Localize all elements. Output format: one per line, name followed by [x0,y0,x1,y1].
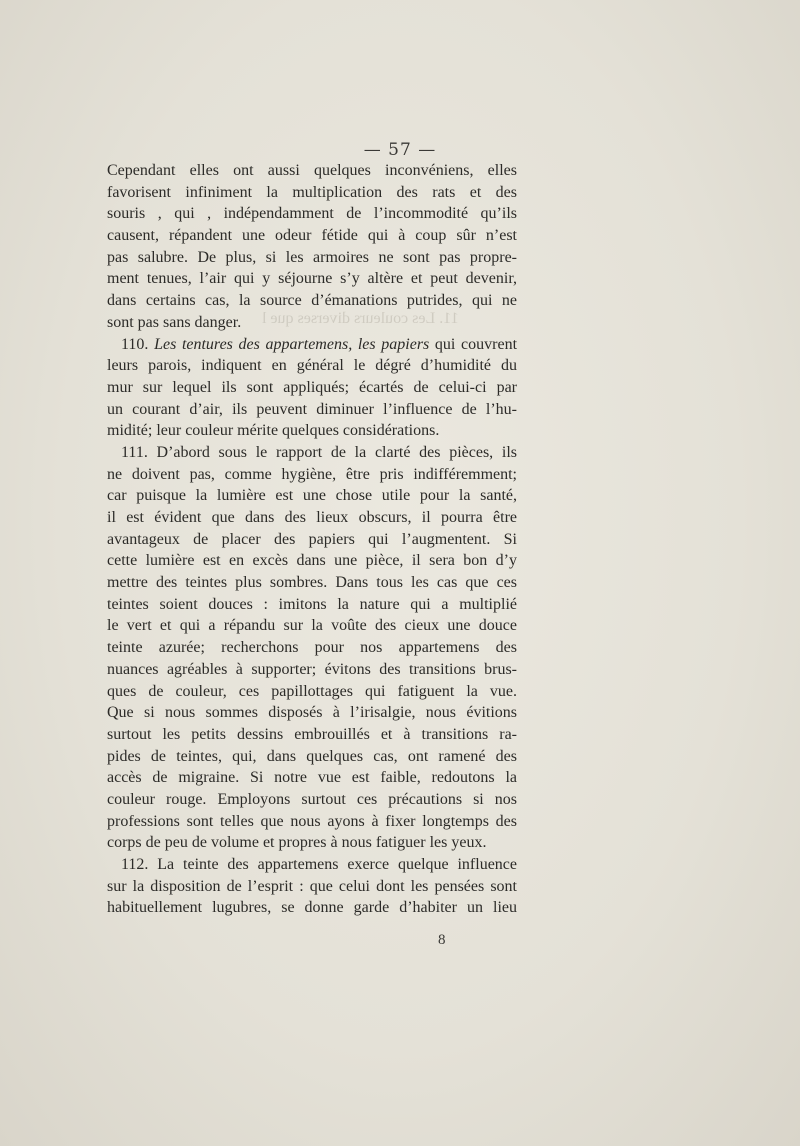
text-line: leurs parois, indiquent en général le dégré d’humidité du [107,357,517,375]
text-line: sont pas sans danger. [107,313,242,331]
text-line: nuances agréables à supporter; évitons des transitions brus- [107,660,517,678]
line-text: qui couvrent [429,335,518,353]
text-line: accès de migraine. Si notre vue est faible, redoutons la [107,769,517,787]
text-line: mettre des teintes plus sombres. Dans tous les cas que ces [107,574,517,592]
text-line [107,442,517,464]
text-line: cette lumière est en excès dans une pièce, il sera bon d’y [107,552,517,570]
text-line: sur la disposition de l’esprit : que celui dont les pensées sont [107,877,517,895]
text-line: surtout les petits dessins embrouillés et à transitions ra- [107,725,517,743]
text-line: ques de couleur, ces papillottages qui fatiguent la vue. [107,682,517,700]
text-line: un courant d’air, ils peuvent diminuer l’influence de l’hu- [107,400,517,418]
paragraph-number: 112. [121,856,149,873]
text-line: couleur rouge. Employons surtout ces précautions si nos [107,790,517,808]
text-line: corps de peu de volume et propres à nous fatiguer les yeux. [107,834,487,852]
text-line: car puisque la lumière est une chose utile pour la santé, [107,487,517,505]
line-text: D’abord sous le rapport de la clarté des pièces, ils [156,443,518,461]
text-line: il est évident que dans des lieux obscurs, il pourra être [107,509,517,526]
text-line: avantageux de placer des papiers qui l’augmentent. Si [107,530,517,548]
text-line: ment tenues, l’air qui y séjourne s’y altère et peut devenir, [107,270,517,288]
line-text: La teinte des appartemens exerce quelque influence [157,856,518,873]
text-line: causent, répandent une odeur fétide qui à coup sûr n’est [107,227,517,245]
text-line: teinte azurée; recherchons pour nos appartemens des [107,639,517,657]
text-line: pides de teintes, qui, dans quelques cas, ont ramené des [107,747,517,765]
text-line: le vert et qui a répandu sur la voûte des cieux une douce [107,617,517,635]
text-line: dans certains cas, la source d’émanations putrides, qui ne [107,292,517,310]
paragraph-number: 110. [121,335,149,353]
text-line: favorisent infiniment la multiplication des rats et des [107,183,517,201]
text-line [107,334,517,356]
italic-phrase: Les tentures des appartemens, les papiers [154,335,430,353]
text-line: ne doivent pas, comme hygiène, être pris indifféremment; [107,465,517,483]
text-line: Que si nous sommes disposés à l’irisalgie, nous évitions [107,704,517,722]
text-line: souris , qui , indépendamment de l’incommodité qu’ils [107,205,517,223]
text-line: Cependant elles ont aussi quelques inconvéniens, elles [107,162,517,179]
bleed-through-text: 11. Les couleurs diverses que l [262,310,459,327]
page-number: — 57 — [363,140,437,160]
text-line: habituellement lugubres, se donne garde d’habiter un lieu [107,899,517,917]
text-line: professions sont telles que nous ayons à fixer longtemps des [107,812,517,830]
text-line: teintes soient douces : imitons la nature qui a multiplié [107,595,517,613]
signature-mark: 8 [438,932,446,948]
body-text [107,160,517,919]
text-line: mur sur lequel ils sont appliqués; écartés de celui-ci par [107,378,517,396]
text-line: midité; leur couleur mérite quelques considérations. [107,422,440,440]
paragraph-number: 111. [121,443,148,461]
text-line: pas salubre. De plus, si les armoires ne sont pas propre- [107,248,517,266]
text-line [107,854,517,876]
